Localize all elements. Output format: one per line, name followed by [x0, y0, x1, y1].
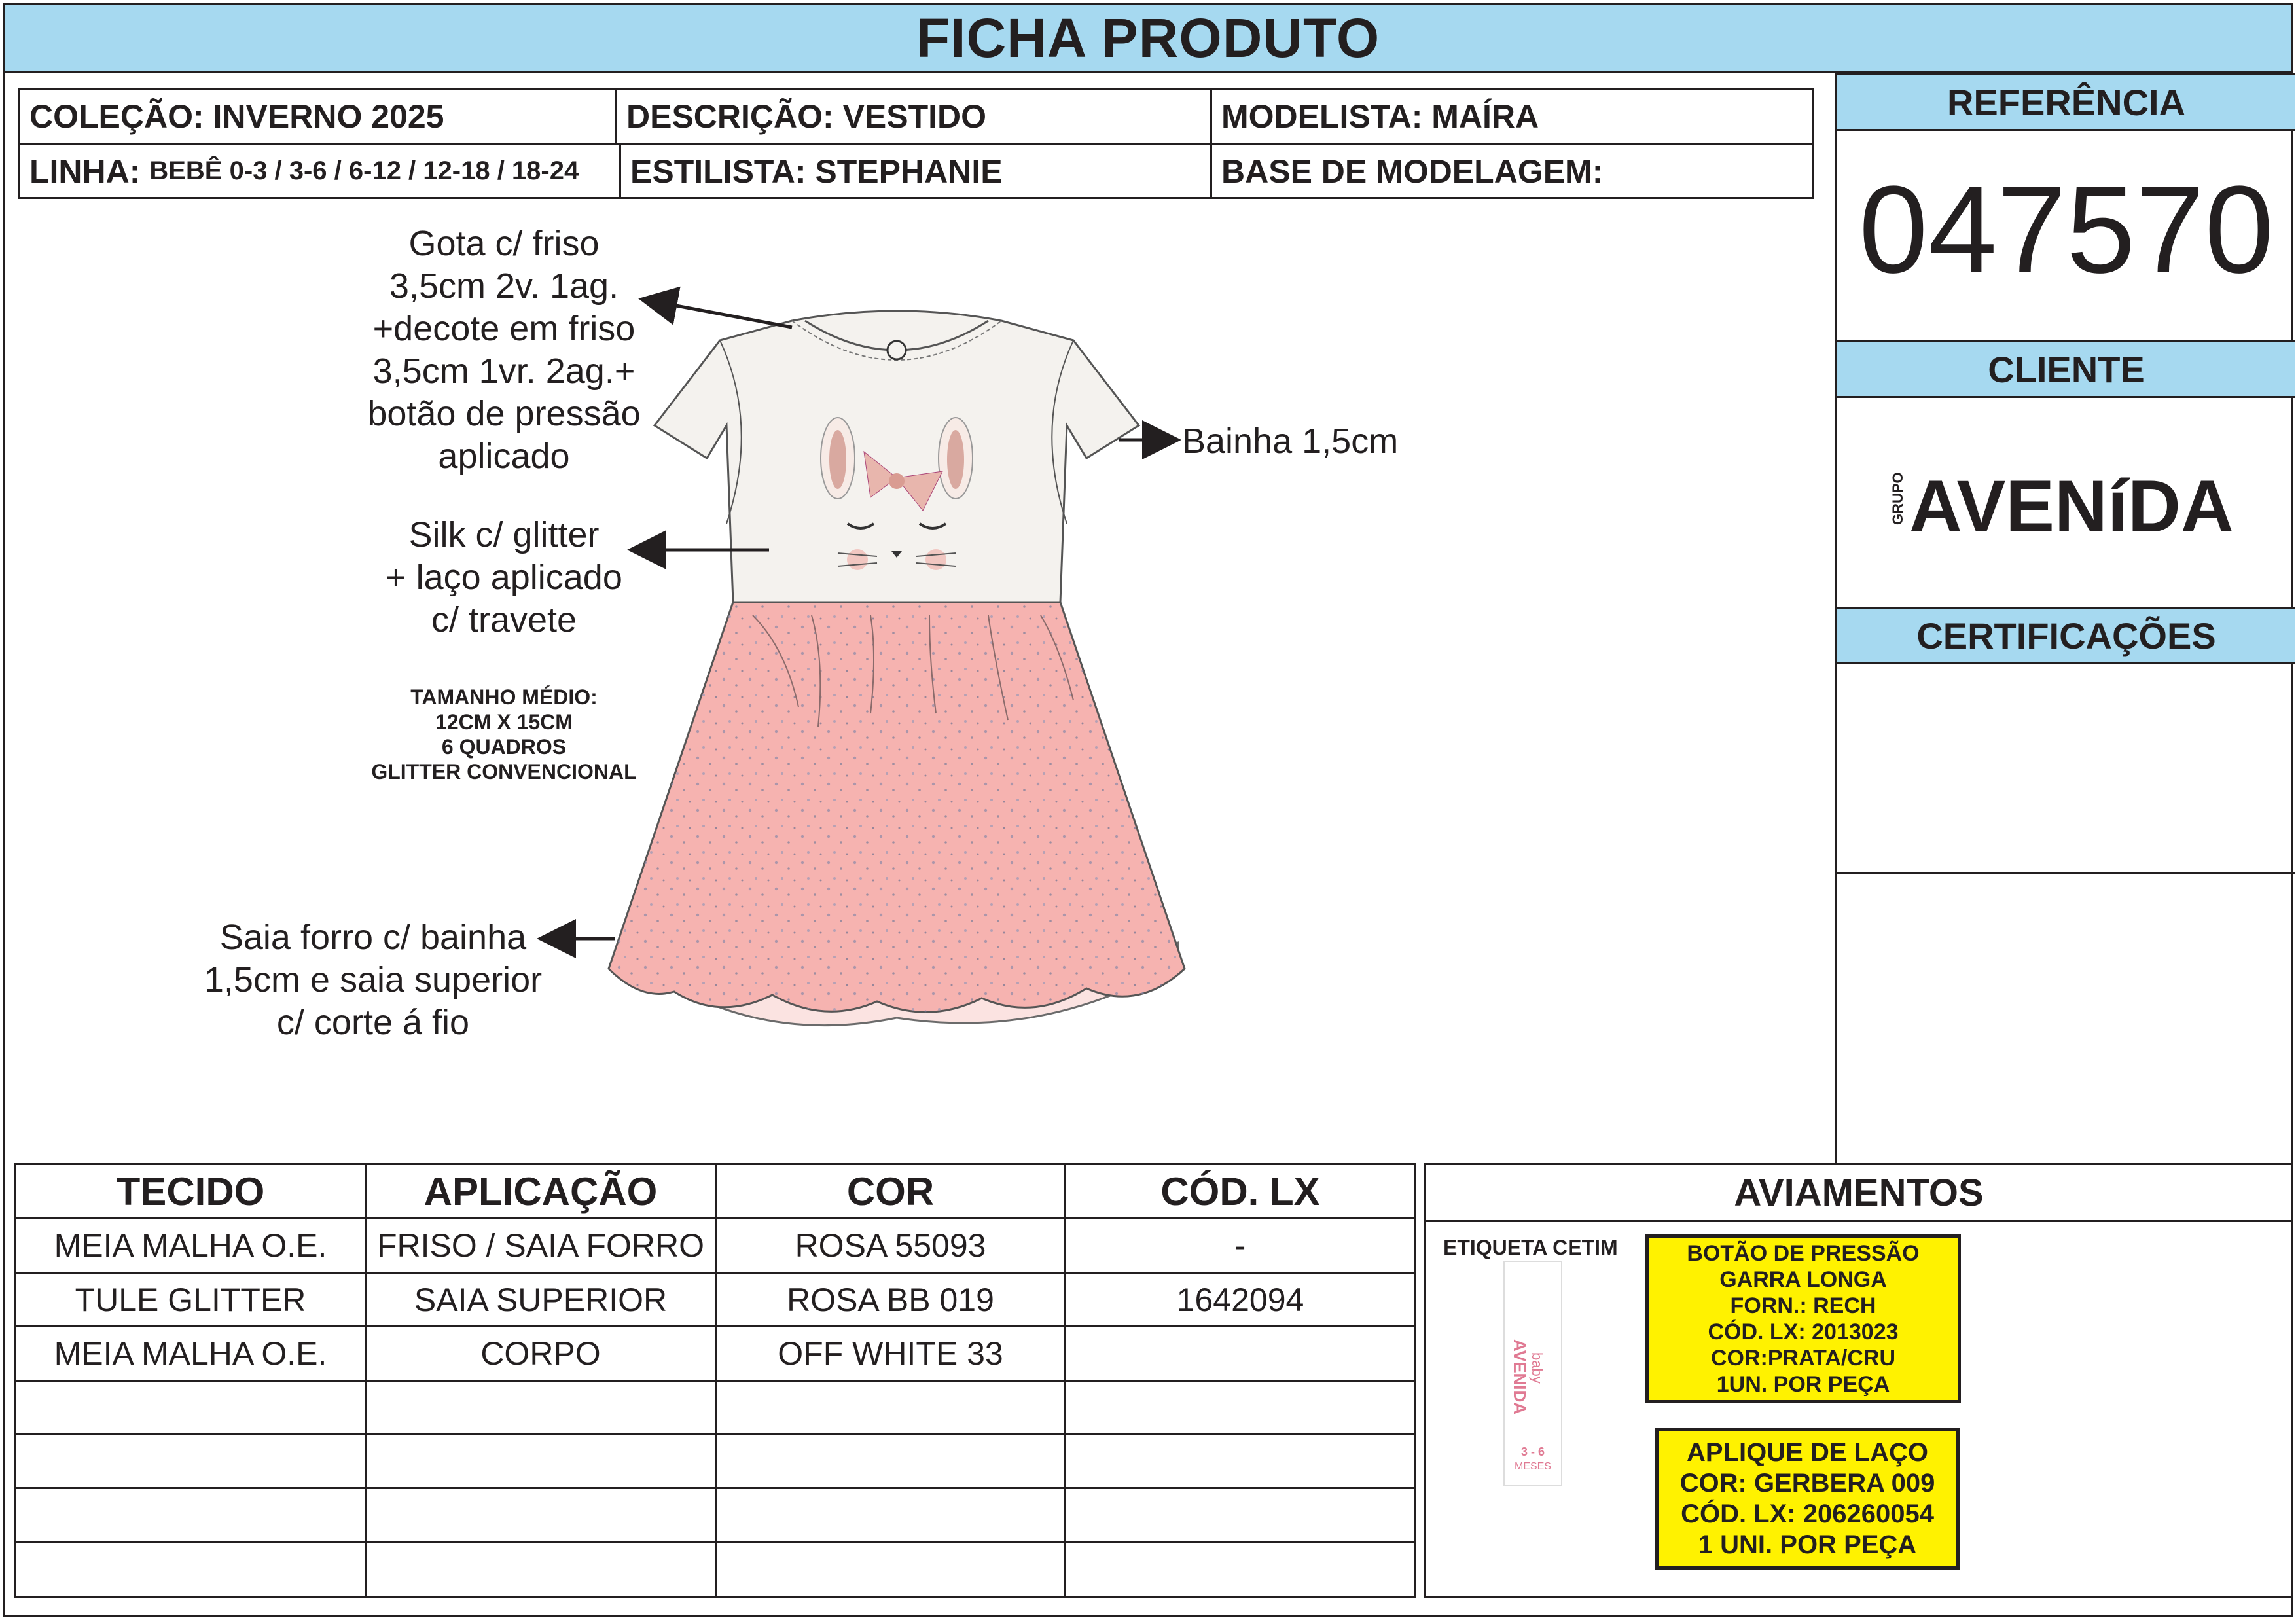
annotation-silk: Silk c/ glitter + laço aplicado c/ travete — [386, 515, 622, 639]
annotation-bainha: Bainha 1,5cm — [1182, 422, 1399, 461]
base-modelagem-field: BASE DE MODELAGEM: — [1221, 153, 1604, 190]
table-cell: 1642094 — [1176, 1281, 1304, 1318]
table-cell: ROSA 55093 — [795, 1227, 986, 1264]
etiqueta-cetim-image — [1503, 1261, 1562, 1486]
estilista-field: ESTILISTA: STEPHANIE — [630, 153, 1003, 190]
table-cell: SAIA SUPERIOR — [414, 1281, 668, 1318]
fabric-table — [14, 1163, 1416, 1598]
modelista-field: MODELISTA: MAÍRA — [1221, 98, 1539, 135]
label-meses: MESES — [1514, 1461, 1551, 1472]
referencia-header: REFERÊNCIA — [1837, 73, 2295, 131]
descricao-field: DESCRIÇÃO: VESTIDO — [626, 98, 987, 135]
table-cell: FRISO / SAIA FORRO — [376, 1227, 705, 1264]
cliente-header: CLIENTE — [1837, 340, 2295, 398]
page-title: FICHA PRODUTO — [3, 3, 2293, 73]
annotation-tamanho: TAMANHO MÉDIO: 12CM X 15CM 6 QUADROS GLITTER CONVENCIONAL — [371, 685, 637, 783]
etiqueta-label: ETIQUETA CETIM — [1443, 1236, 1618, 1259]
table-cell: CORPO — [480, 1335, 601, 1372]
arrow-icon — [645, 300, 792, 327]
aplique-laco-box: APLIQUE DE LAÇO COR: GERBERA 009 CÓD. LX: 206260054 1 UNI. POR PEÇA — [1655, 1428, 1960, 1570]
annotation-gota: Gota c/ friso 3,5cm 2v. 1ag. +decote em friso 3,5cm 1vr. 2ag.+ botão de pressão aplicado — [367, 224, 641, 476]
table-cell: ROSA BB 019 — [787, 1281, 994, 1318]
table-cell: MEIA MALHA O.E. — [54, 1227, 327, 1264]
annotation-saia: Saia forro c/ bainha 1,5cm e saia superior c/ corte á fio — [204, 918, 543, 1042]
botao-pressao-box: BOTÃO DE PRESSÃO GARRA LONGA FORN.: RECH CÓD. LX: 2013023 COR:PRATA/CRU 1UN. POR PEÇA — [1645, 1234, 1961, 1403]
col-header-cor: COR — [846, 1169, 935, 1214]
col-header-aplicacao: APLICAÇÃO — [423, 1169, 658, 1214]
linha-label: LINHA: — [29, 153, 141, 190]
colecao-field: COLEÇÃO: INVERNO 2025 — [29, 98, 444, 135]
col-header-tecido: TECIDO — [116, 1169, 265, 1214]
aviamentos-title: AVIAMENTOS — [1734, 1171, 1984, 1214]
logo-main-text: AVENíDA — [1909, 466, 2234, 538]
table-cell — [1066, 1327, 1414, 1380]
logo-small-text: GRUPO — [1890, 472, 1906, 525]
label-brand: AVENIDA — [1510, 1339, 1530, 1415]
label-size: 3 - 6 — [1520, 1445, 1545, 1458]
linha-value: BEBÊ 0-3 / 3-6 / 6-12 / 12-18 / 18-24 — [149, 156, 579, 185]
table-cell: OFF WHITE 33 — [778, 1335, 1003, 1372]
table-cell: MEIA MALHA O.E. — [54, 1335, 327, 1372]
certificacoes-header: CERTIFICAÇÕES — [1837, 607, 2295, 664]
label-sub: baby — [1529, 1352, 1545, 1384]
referencia-number: 047570 — [1858, 160, 2274, 299]
table-cell: - — [1234, 1227, 1246, 1264]
col-header-cod-lx: CÓD. LX — [1160, 1169, 1320, 1214]
aviamentos-section — [1424, 1163, 2293, 1598]
table-cell: TULE GLITTER — [75, 1281, 306, 1318]
